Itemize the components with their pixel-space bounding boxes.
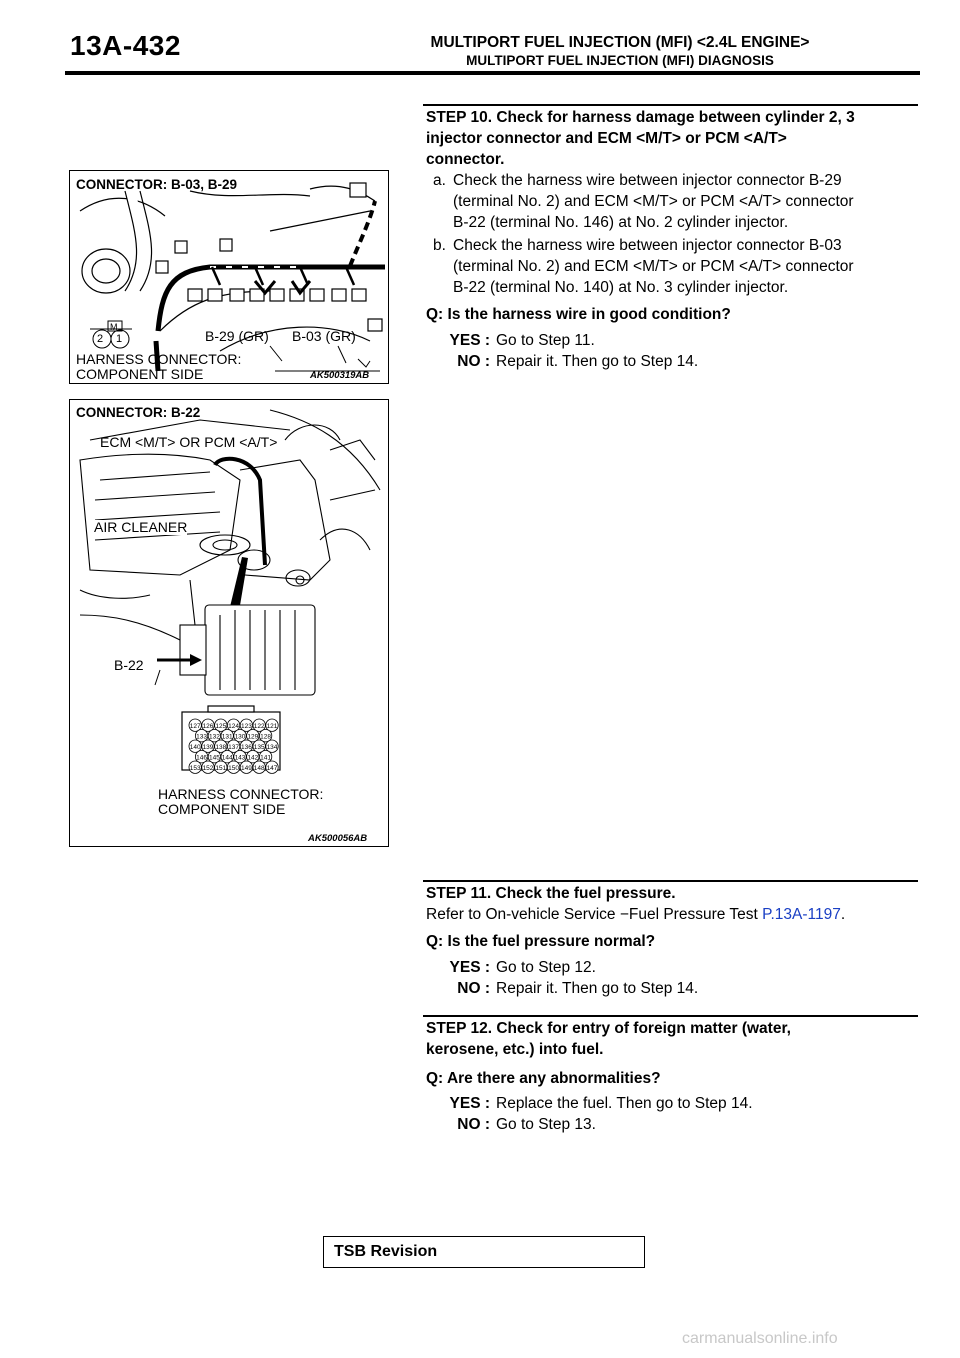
yes-text: Replace the fuel. Then go to Step 14. bbox=[496, 1095, 753, 1112]
figure2-code: AK500056AB bbox=[308, 833, 368, 844]
figure2-harness-label: HARNESS CONNECTOR: bbox=[158, 786, 324, 802]
no-label: NO : bbox=[457, 1116, 490, 1133]
step12-question: Q: Are there any abnormalities? bbox=[426, 1070, 661, 1087]
pin-number: 151 bbox=[215, 764, 227, 772]
no-text: Repair it. Then go to Step 14. bbox=[496, 980, 699, 997]
yes-label: YES : bbox=[449, 332, 490, 349]
yes-label: YES : bbox=[449, 1095, 490, 1112]
header-rule bbox=[65, 71, 920, 75]
pin-number: 121 bbox=[266, 722, 278, 730]
watermark: carmanualsonline.info bbox=[682, 1330, 838, 1347]
pin-number: 146 bbox=[196, 754, 208, 762]
ecm-location-illustration bbox=[70, 400, 388, 846]
figure1-connector-label: CONNECTOR: B-03, B-29 bbox=[76, 177, 238, 192]
pin-m-label: M bbox=[110, 322, 118, 332]
step11-refer bbox=[426, 904, 845, 925]
pin-number: 124 bbox=[228, 722, 240, 730]
pin-number: 135 bbox=[253, 743, 265, 751]
pin-number: 140 bbox=[189, 743, 201, 751]
item-b-label: b. bbox=[433, 237, 446, 254]
item-b-line2: (terminal No. 2) and ECM <M/T> or PCM <A/T> connector bbox=[453, 258, 854, 275]
header-subtitle: MULTIPORT FUEL INJECTION (MFI) DIAGNOSIS bbox=[466, 53, 774, 68]
item-b-line3: B-22 (terminal No. 140) at No. 3 cylinder injector. bbox=[453, 279, 789, 296]
pin-number: 153 bbox=[189, 764, 201, 772]
pin-number: 138 bbox=[215, 743, 227, 751]
no-label: NO : bbox=[457, 353, 490, 370]
step11-question: Q: Is the fuel pressure normal? bbox=[426, 933, 656, 950]
yes-text: Go to Step 11. bbox=[496, 332, 595, 349]
pin-number: 152 bbox=[202, 764, 214, 772]
pin-number: 130 bbox=[234, 733, 246, 741]
pin-number: 147 bbox=[266, 764, 278, 772]
figure1-side-label: COMPONENT SIDE bbox=[76, 366, 204, 382]
pin-number: 136 bbox=[240, 743, 252, 751]
step12-rule bbox=[423, 1015, 918, 1017]
step11-refer-end: . bbox=[840, 906, 846, 923]
figure1-code: AK500319AB bbox=[310, 370, 370, 381]
pin-number: 141 bbox=[260, 754, 272, 762]
step11-rule bbox=[423, 880, 918, 882]
yes-text: Go to Step 12. bbox=[496, 959, 596, 976]
pin-number: 139 bbox=[202, 743, 214, 751]
page-number: 13A-432 bbox=[70, 30, 181, 61]
air-cleaner-label: AIR CLEANER bbox=[94, 519, 188, 535]
pin-2-label: 2 bbox=[97, 333, 104, 345]
pin-number: 133 bbox=[196, 733, 208, 741]
figure-injector-connectors bbox=[69, 170, 389, 384]
step12-title-line1: STEP 12. Check for entry of foreign matter (water, bbox=[426, 1020, 791, 1037]
item-a-line2: (terminal No. 2) and ECM <M/T> or PCM <A/T> connector bbox=[453, 193, 854, 210]
pin-number: 132 bbox=[208, 733, 220, 741]
pin-number: 129 bbox=[247, 733, 259, 741]
figure-ecm-connector bbox=[69, 399, 389, 847]
pin-number: 149 bbox=[240, 764, 252, 772]
b22-pin-grid bbox=[189, 719, 278, 773]
pin-number: 145 bbox=[208, 754, 220, 762]
pin-number: 123 bbox=[240, 722, 252, 730]
pin-number: 122 bbox=[253, 722, 265, 730]
step11-refer-text: Refer to On-vehicle Service −Fuel Pressure Test bbox=[426, 906, 763, 923]
tsb-revision-label: TSB Revision bbox=[334, 1243, 438, 1260]
no-label: NO : bbox=[457, 980, 490, 997]
step11-title: STEP 11. Check the fuel pressure. bbox=[426, 885, 676, 902]
pin-number: 126 bbox=[202, 722, 214, 730]
b03-label: B-03 (GR) bbox=[292, 328, 356, 344]
pin-1-label: 1 bbox=[116, 333, 123, 345]
yes-label: YES : bbox=[449, 959, 490, 976]
pin-number: 144 bbox=[221, 754, 233, 762]
step10-title-line2: injector connector and ECM <M/T> or PCM <A/T> bbox=[426, 130, 787, 147]
b29-label: B-29 (GR) bbox=[205, 328, 269, 344]
pin-number: 127 bbox=[189, 722, 201, 730]
no-text: Go to Step 13. bbox=[496, 1116, 596, 1133]
header-title: MULTIPORT FUEL INJECTION (MFI) <2.4L ENGINE> bbox=[430, 34, 810, 51]
pin-number: 148 bbox=[253, 764, 265, 772]
step10-rule bbox=[423, 104, 918, 106]
pin-number: 134 bbox=[266, 743, 278, 751]
item-a-line1: Check the harness wire between injector connector B-29 bbox=[453, 172, 842, 189]
step12-title-line2: kerosene, etc.) into fuel. bbox=[426, 1041, 604, 1058]
pin-number: 143 bbox=[234, 754, 246, 762]
step10-title-line3: connector. bbox=[426, 151, 505, 168]
step10-question: Q: Is the harness wire in good condition? bbox=[426, 306, 731, 323]
figure2-connector-label: CONNECTOR: B-22 bbox=[76, 405, 201, 420]
ecm-pcm-label: ECM <M/T> OR PCM <A/T> bbox=[100, 434, 278, 450]
figure2-side-label: COMPONENT SIDE bbox=[158, 801, 286, 817]
pin-number: 125 bbox=[215, 722, 227, 730]
step11-refer-link[interactable]: P.13A-1197 bbox=[762, 906, 841, 923]
no-text: Repair it. Then go to Step 14. bbox=[496, 353, 699, 370]
item-b-line1: Check the harness wire between injector connector B-03 bbox=[453, 237, 842, 254]
pin-number: 142 bbox=[247, 754, 259, 762]
pin-number: 128 bbox=[260, 733, 272, 741]
step10-title-line1: STEP 10. Check for harness damage between cylinder 2, 3 bbox=[426, 109, 855, 126]
item-a-line3: B-22 (terminal No. 146) at No. 2 cylinder injector. bbox=[453, 214, 789, 231]
b22-label: B-22 bbox=[114, 657, 144, 673]
figure1-harness-label: HARNESS CONNECTOR: bbox=[76, 351, 242, 367]
item-a-label: a. bbox=[433, 172, 446, 189]
pin-number: 150 bbox=[228, 764, 240, 772]
pin-number: 137 bbox=[228, 743, 240, 751]
pin-number: 131 bbox=[221, 733, 233, 741]
